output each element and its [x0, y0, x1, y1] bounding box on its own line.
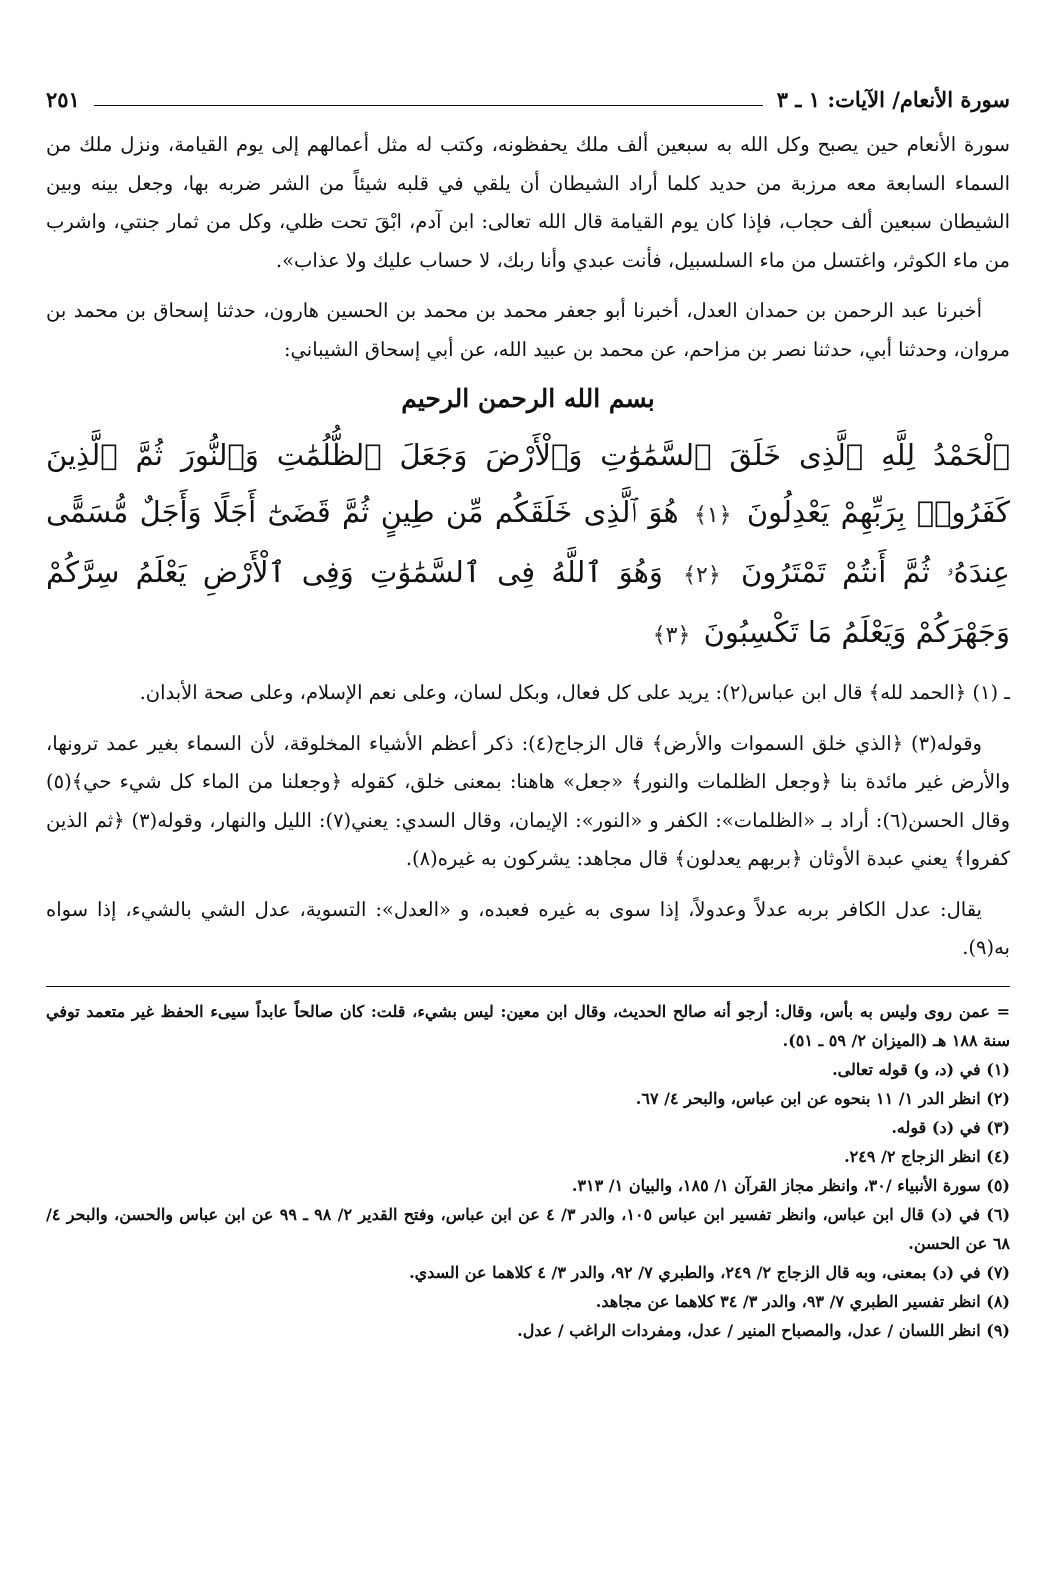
footnote-5: (٥) سورة الأنبياء /٣٠، وانظر مجاز القرآن ١/ ١٨٥، والبيان ١/ ٣١٣.	[571, 1175, 1010, 1195]
verse-1: ٱلْحَمْدُ لِلَّهِ ٱلَّذِى خَلَقَ ٱلسَّمَٰوَٰتِ وَٱلْأَرْضَ وَجَعَلَ ٱلظُّلُمَٰتِ وَٱلنُّورَ ثُمَّ ٱلَّذِينَ كَفَرُوا۟ بِرَبِّهِمْ يَعْدِلُونَ	[46, 438, 1010, 529]
verse-number-3: ﴿٣﴾	[652, 623, 691, 648]
commentary-3: يقال: عدل الكافر بربه عدلاً وعدولاً، إذا سوى به غيره فعبده، و «العدل»: التسوية، عدل الشي بالشيء، إذا سواه به(٩).	[46, 897, 1010, 959]
footnote-continuation: = عمن روى وليس به بأس، وقال: أرجو أنه صالح الحديث، وقال ابن معين: ليس بشيء، قلت: كان صالحاً عابداً سيىء الحفظ غير متعمد توفي سنة ١٨٨ هـ (الميزان ٢/ ٥٩ ـ ٥١).	[46, 1001, 1010, 1050]
footnote-separator	[46, 986, 1010, 987]
verse-number-2: ﴿٢﴾	[683, 563, 721, 588]
isnad-paragraph: أخبرنا عبد الرحمن بن حمدان العدل، أخبرنا أبو جعفر محمد بن محمد بن الحسين هارون، حدثنا إسحاق بن محمد بن مروان، وحدثنا أبي، حدثنا نصر بن مزاحم، عن محمد بن عبيد الله، عن أبي إسحاق الشيباني:	[46, 299, 1010, 361]
basmala-heading: بسم الله الرحمن الرحيم	[401, 384, 655, 413]
footnote-7: (٧) في (د) بمعنى، وبه قال الزجاج ٢/ ٢٤٩، والطبري ٧/ ٩٢، والدر ٣/ ٤ كلاهما عن السدي.	[409, 1262, 1010, 1282]
footnote-8: (٨) انظر تفسير الطبري ٧/ ٩٣، والدر ٣/ ٣٤ كلاهما عن مجاهد.	[595, 1291, 1010, 1311]
footnotes	[46, 997, 1010, 1345]
footnote-3: (٣) في (د) قوله.	[891, 1117, 1010, 1137]
footnote-6: (٦) في (د) قال ابن عباس، وانظر تفسير ابن عباس ١٠٥، والدر ٣/ ٤ عن ابن عباس، وفتح القدير ٢/ ٩٨ ـ ٩٩ عن ابن عباس والحسن، والبحر ٤/ ٦٨ عن الحسن.	[46, 1204, 1011, 1253]
header-title: سورة الأنعام/ الآيات: ١ ـ ٣	[776, 87, 1010, 112]
commentary-1: ـ (١) ﴿الحمد لله﴾ قال ابن عباس(٢): يريد على كل فعال، وبكل لسان، وعلى نعم الإسلام، وعلى صحة الأبدان.	[139, 681, 1010, 704]
footnote-4: (٤) انظر الزجاج ٢/ ٢٤٩.	[844, 1146, 1010, 1166]
footnote-1: (١) في (د، و) قوله تعالى.	[832, 1059, 1010, 1079]
header-rule	[94, 105, 763, 106]
commentary-2: وقوله(٣) ﴿الذي خلق السموات والأرض﴾ قال الزجاج(٤): ذكر أعظم الأشياء المخلوقة، لأن السماء بغير عمد ترونها، والأرض غير مائدة بنا ﴿وجعل الظلمات والنور﴾ «جعل» هاهنا: بمعنى خلق، كقوله ﴿وجعلنا من الماء كل شيء حي﴾(٥) وقال الحسن(٦): أراد بـ «الظلمات»: الكفر و «النور»: الإيمان، وقال السدي: يعني(٧): الليل والنهار، وقوله(٣) ﴿ثم الذين كفروا﴾ يعني عبدة الأوثان ﴿بربهم يعدلون﴾ قال مجاهد: يشركون به غيره(٨).	[46, 731, 1011, 870]
verse-2: هُوَ ٱلَّذِى خَلَقَكُم مِّن طِينٍ ثُمَّ قَضَىٰٓ أَجَلًا وَأَجَلٌ مُّسَمًّى عِندَهُۥ ثُمَّ أَنتُمْ تَمْتَرُونَ	[46, 495, 1010, 589]
page-number: ٢٥١	[46, 87, 80, 112]
running-header	[46, 78, 1010, 112]
footnote-2: (٢) انظر الدر ١/ ١١ بنحوه عن ابن عباس، والبحر ٤/ ٦٧.	[635, 1088, 1010, 1108]
footnote-9: (٩) انظر اللسان / عدل، والمصباح المنير / عدل، ومفردات الراغب / عدل.	[517, 1320, 1010, 1340]
hadith-ending-paragraph: سورة الأنعام حين يصبح وكل الله به سبعين ألف ملك يحفظونه، وكتب له مثل أعمالهم إلى يوم القيامة، ونزل ملك من السماء السابعة معه مرزبة من حديد كلما أراد الشيطان أن يلقي في قلبه شيئاً من الشر ضربه بها، وجعل بينه وبين الشيطان سبعين ألف حجاب، فإذا كان يوم القيامة قال الله تعالى: ابن آدم، ابْقَ تحت ظلي، وكل من ثمار جنتي، واشرب من ماء الكوثر، واغتسل من ماء السلسبيل، فأنت عبدي وأنا ربك، لا حساب عليك ولا عذاب».	[46, 133, 1010, 272]
verse-3: وَهُوَ ٱللَّهُ فِى ٱلسَّمَٰوَٰتِ وَفِى ٱلْأَرْضِ يَعْلَمُ سِرَّكُمْ وَجَهْرَكُمْ وَيَعْلَمُ مَا تَكْسِبُونَ	[46, 555, 1010, 649]
verse-number-1: ﴿١﴾	[693, 503, 732, 528]
quran-verses	[46, 427, 1010, 664]
